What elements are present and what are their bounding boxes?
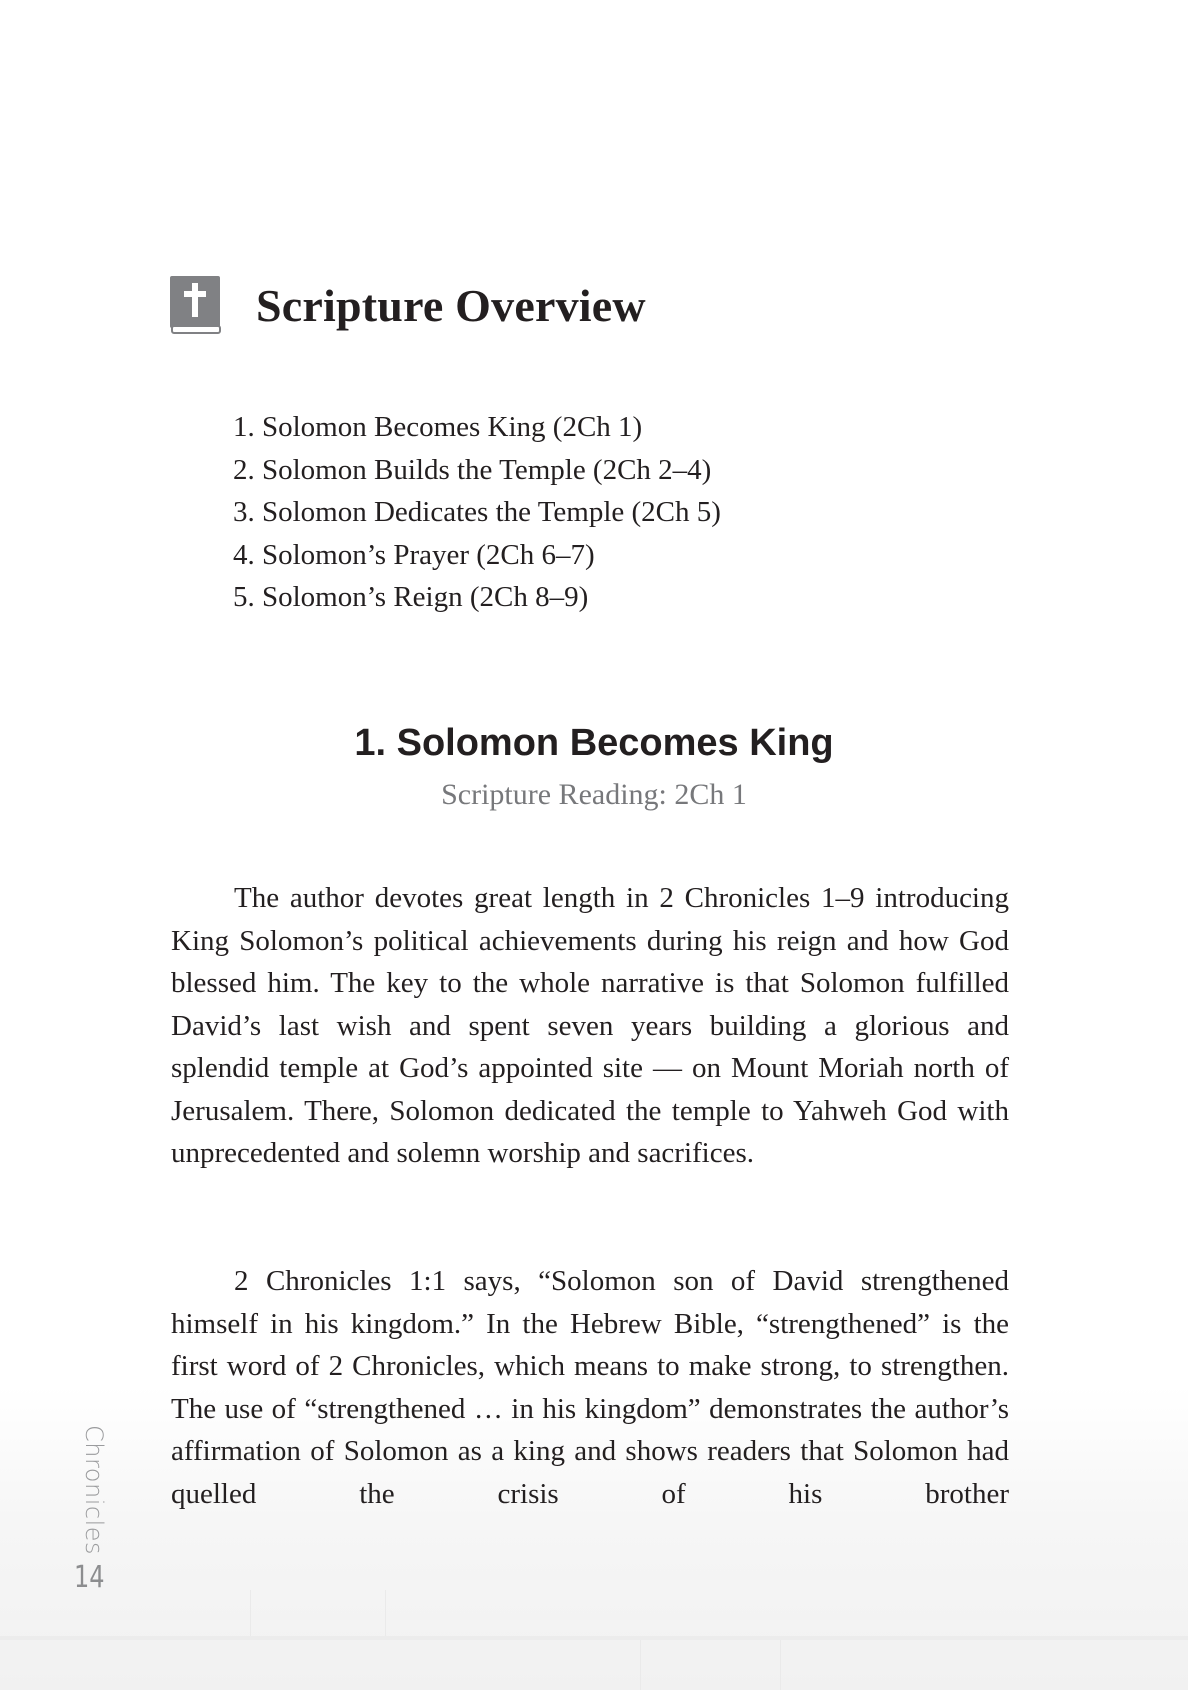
photo-surface-seam [640,1640,641,1690]
bible-cross-icon [170,276,222,334]
page-title: Scripture Overview [256,279,646,331]
list-item: 5. Solomon’s Reign (2Ch 8–9) [233,581,589,613]
paragraph-text: The author devotes great length in 2 Chronicles 1–9 introducing King Solomon’s political achievements during his reign and how God blessed him. The key to the whole narrative is that Solomon fulfilled David’s last wish and spent seven years building a glorious and splendid temple at God’s appointed site — on Mount Moriah north of Jerusalem. There, Solomon dedicated the temple to Yahweh God with unprecedented and solemn worship and sacrifices. [171,882,1009,1169]
body-paragraph-1 [171,877,1009,1175]
paragraph-text: 2 Chronicles 1:1 says, “Solomon son of David strengthened himself in his kingdom.” In the Hebrew Bible, “strengthened” is the first word of 2 Chronicles, which means to make strong, to strengthen. The use of “strengthened … in his kingdom” demonstrates the author’s affirmation of Solomon as a king and shows readers that Solomon had quelled the crisis of his brother [171,1265,1009,1510]
running-head: Chronicles [80,1425,108,1556]
photo-surface-seam [250,1590,251,1636]
scripture-overview-list [233,406,721,619]
scripture-reading-subtitle: Scripture Reading: 2Ch 1 [441,778,747,811]
page-number: 14 [74,1560,105,1595]
body-paragraph-2 [171,1260,1009,1515]
list-item: 4. Solomon’s Prayer (2Ch 6–7) [233,538,595,571]
list-item: 1. Solomon Becomes King (2Ch 1) [233,411,643,443]
list-item: 2. Solomon Builds the Temple (2Ch 2–4) [233,453,712,486]
photo-surface-edge [0,1636,1188,1640]
photo-surface-seam [385,1590,386,1636]
photo-surface-seam [780,1640,781,1690]
scripture-overview-heading [170,276,646,334]
list-item: 3. Solomon Dedicates the Temple (2Ch 5) [233,496,721,528]
section-title: 1. Solomon Becomes King [354,722,834,764]
